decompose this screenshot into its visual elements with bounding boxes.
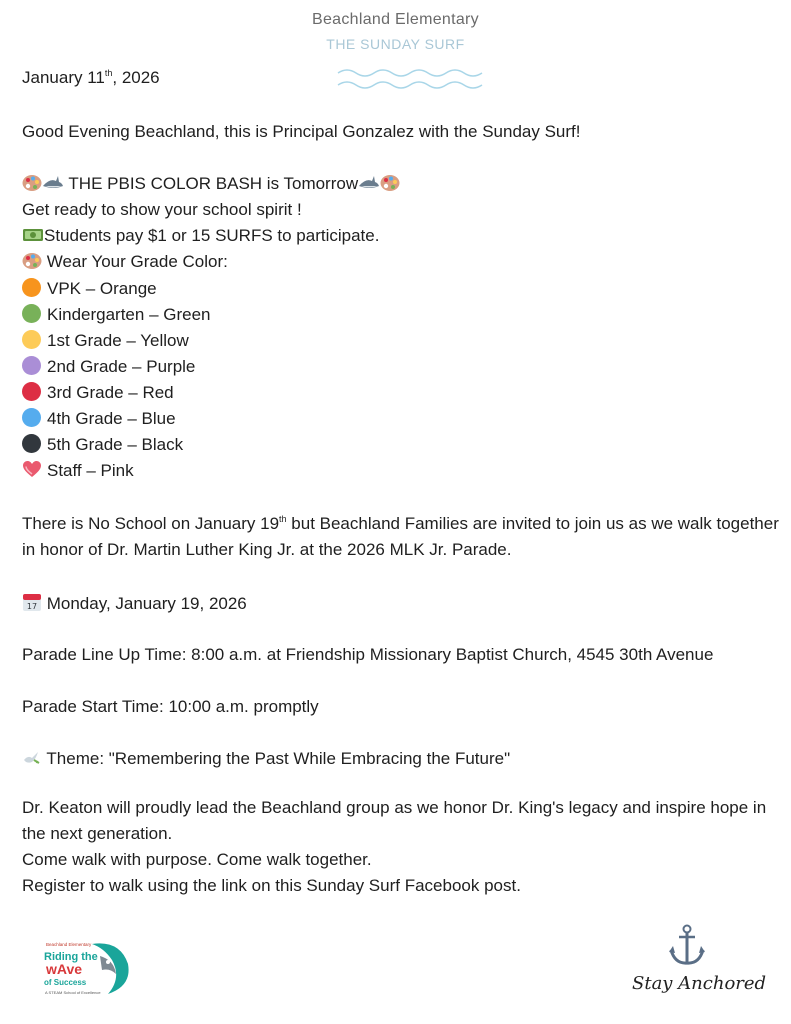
dove-icon xyxy=(22,749,42,767)
color-dot-icon xyxy=(22,408,41,427)
anchor-icon xyxy=(667,924,707,968)
closing-line-2: Come walk with purpose. Come walk together. xyxy=(22,850,372,869)
color-dot-icon xyxy=(22,330,41,349)
svg-text:Riding the: Riding the xyxy=(44,951,98,963)
newsletter-name: THE SUNDAY SURF xyxy=(326,36,465,52)
parade-date-line: 17 Monday, January 19, 2026 xyxy=(22,592,247,614)
closing-line-3: Register to walk using the link on this Sunday Surf Facebook post. xyxy=(22,876,521,895)
grade-label: 5th Grade – Black xyxy=(47,435,184,454)
svg-text:17: 17 xyxy=(26,602,38,611)
color-dot-icon xyxy=(22,382,41,401)
grade-item xyxy=(22,434,183,455)
shark-icon xyxy=(358,174,380,192)
dollar-bill-icon xyxy=(22,226,44,244)
color-dot-icon xyxy=(22,356,41,375)
svg-text:of Success: of Success xyxy=(44,978,87,987)
spirit-line: Get ready to show your school spirit ! xyxy=(22,200,302,219)
grade-item xyxy=(22,330,189,351)
grade-item xyxy=(22,382,174,403)
grade-label: 4th Grade – Blue xyxy=(47,409,176,428)
color-bash-title: THE PBIS COLOR BASH is Tomorrow xyxy=(22,174,400,194)
grade-item-staff: Staff – Pink xyxy=(22,460,134,481)
grade-item xyxy=(22,408,176,429)
color-dot-icon xyxy=(22,434,41,453)
greeting: Good Evening Beachland, this is Principal Gonzalez with the Sunday Surf! xyxy=(22,122,581,141)
school-logo xyxy=(42,938,132,1000)
svg-text:wAve: wAve xyxy=(46,961,83,977)
grade-item xyxy=(22,356,195,377)
grade-label: Kindergarten – Green xyxy=(47,305,211,324)
shark-icon xyxy=(42,174,64,192)
wave-decoration xyxy=(336,66,492,92)
palette-icon xyxy=(22,174,42,192)
grade-item xyxy=(22,304,211,325)
closing-paragraph: Dr. Keaton will proudly lead the Beachland group as we honor Dr. King's legacy and inspire hope in the next generation. xyxy=(22,798,767,843)
svg-text:Beachland Elementary: Beachland Elementary xyxy=(46,942,92,947)
no-school-paragraph: There is No School on January 19th but Beachland Families are invited to join us as we walk together in honor of Dr. Martin Luther King Jr. at the 2026 MLK Jr. Parade. xyxy=(22,514,779,559)
parade-lineup-line: Parade Line Up Time: 8:00 a.m. at Friendship Missionary Baptist Church, 4545 30th Avenue xyxy=(22,645,714,664)
grade-item xyxy=(22,278,157,299)
wear-color-line: Wear Your Grade Color: xyxy=(22,252,228,272)
color-dot-icon xyxy=(22,278,41,297)
letter-date: January 11th, 2026 xyxy=(22,68,160,87)
color-dot-icon xyxy=(22,304,41,323)
grade-label: VPK – Orange xyxy=(47,279,157,298)
grade-label: 2nd Grade – Purple xyxy=(47,357,196,376)
calendar-icon xyxy=(22,592,42,612)
heart-icon xyxy=(22,460,42,479)
school-name: Beachland Elementary xyxy=(312,11,479,28)
parade-theme-line: Theme: "Remembering the Past While Embracing the Future" xyxy=(22,749,510,769)
grade-label: 3rd Grade – Red xyxy=(47,383,174,402)
signoff: Stay Anchored xyxy=(632,973,767,994)
parade-start-line: Parade Start Time: 10:00 a.m. promptly xyxy=(22,697,319,716)
payment-line: Students pay $1 or 15 SURFS to participate. xyxy=(22,226,379,246)
grade-label: 1st Grade – Yellow xyxy=(47,331,189,350)
svg-text:A STEAM School of Excellence: A STEAM School of Excellence xyxy=(45,990,101,995)
palette-icon xyxy=(380,174,400,192)
palette-icon xyxy=(22,252,42,270)
